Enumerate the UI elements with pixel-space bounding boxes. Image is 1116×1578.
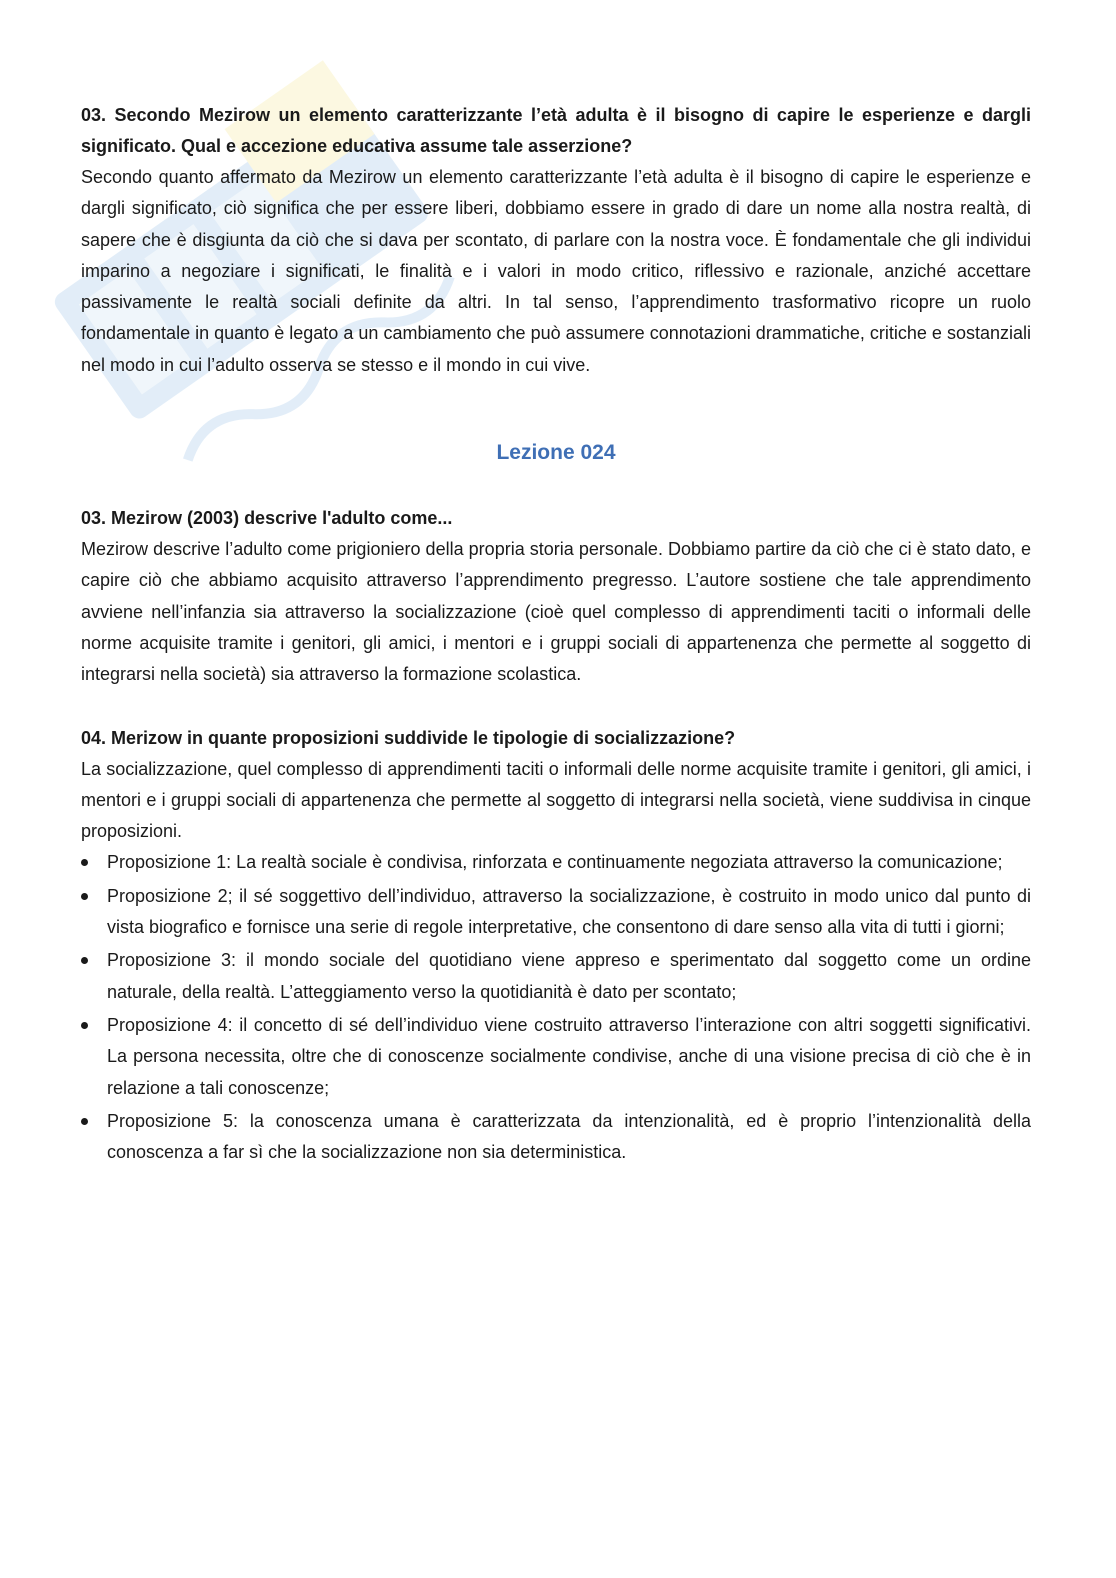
- section-spacer: [81, 691, 1031, 723]
- question-block: [81, 100, 1031, 381]
- bullet-icon: [81, 1022, 88, 1029]
- list-item-text: Proposizione 2; il sé soggettivo dell’individuo, attraverso la socializzazione, è costruito in modo unico dal punto di vista biografico e fornisce una serie di regole interpretative, che consentono di dare senso alla vita di tutti i giorni;: [107, 885, 1031, 938]
- list-item-text: Proposizione 5: la conoscenza umana è caratterizzata da intenzionalità, ed è proprio l’intenzionalità della conoscenza a far sì che la socializzazione non sia deterministica.: [107, 1110, 1031, 1163]
- question-block: [81, 723, 1031, 1169]
- answer-text: Mezirow descrive l’adulto come prigioniero della propria storia personale. Dobbiamo partire da ciò che ci è stato dato, e capire ciò che abbiamo acquisito attraverso l’apprendimento pregresso. L’autore sostiene che tale apprendimento avviene nell’infanzia sia attraverso la socializzazione (cioè quel complesso di apprendimenti taciti o informali delle norme acquisite tramite i genitori, gli amici, i mentori e i gruppi sociali di appartenenza che permette al soggetto di integrarsi nella società) sia attraverso la formazione scolastica.: [81, 539, 1031, 685]
- list-item: [81, 1106, 1031, 1169]
- bullet-icon: [81, 957, 88, 964]
- bullet-icon: [81, 1118, 88, 1125]
- answer-text: La socializzazione, quel complesso di apprendimenti taciti o informali delle norme acquisite tramite i genitori, gli amici, i mentori e i gruppi sociali di appartenenza che permette al soggetto di integrarsi nella società, viene suddivisa in cinque proposizioni.: [81, 758, 1031, 842]
- proposition-list: [81, 847, 1031, 1168]
- question-title: 03. Mezirow (2003) descrive l'adulto come...: [81, 508, 453, 529]
- list-item: [81, 1010, 1031, 1104]
- list-item-text: Proposizione 1: La realtà sociale è condivisa, rinforzata e continuamente negoziata attraverso la comunicazione;: [107, 852, 1003, 873]
- list-item-text: Proposizione 3: il mondo sociale del quotidiano viene appreso e sperimentato dal soggetto come un ordine naturale, della realtà. L’atteggiamento verso la quotidianità è dato per scontato;: [107, 950, 1031, 1002]
- question-block: [81, 503, 1031, 690]
- list-item: [81, 847, 1031, 878]
- answer-text: Secondo quanto affermato da Mezirow un elemento caratterizzante l’età adulta è il bisogno di capire le esperienze e dargli significato, ciò significa che per essere liberi, dobbiamo essere in grado di dare un nome alla nostra realtà, di sapere che è disgiunta da ciò che si dava per scontato, di parlare con la nostra voce. È fondamentale che gli individui imparino a negoziare i significati, le finalità e i valori in modo critico, riflessivo e razionale, anziché accettare passivamente le realtà sociali definite da altri. In tal senso, l’apprendimento trasformativo ricopre un ruolo fondamentale in quanto è legato a un cambiamento che può assumere connotazioni drammatiche, critiche e sostanziali nel modo in cui l’adulto osserva se stesso e il mondo in cui vive.: [81, 167, 1031, 375]
- document-page: [81, 100, 1031, 1170]
- bullet-icon: [81, 859, 88, 866]
- list-item-text: Proposizione 4: il concetto di sé dell’individuo viene costruito attraverso l’interazione con altri soggetti significativi. La persona necessita, oltre che di conoscenze socialmente condivise, anche di una visione precisa di ciò che è in relazione a tali conoscenze;: [107, 1014, 1031, 1098]
- lesson-heading: Lezione 024: [496, 441, 616, 465]
- question-title: 03. Secondo Mezirow un elemento caratterizzante l’età adulta è il bisogno di capire le esperienze e dargli significato. Qual e accezione educativa assume tale asserzione?: [81, 105, 1031, 156]
- bullet-icon: [81, 893, 88, 900]
- list-item: [81, 881, 1031, 944]
- list-item: [81, 945, 1031, 1008]
- question-title: 04. Merizow in quante proposizioni suddivide le tipologie di socializzazione?: [81, 727, 736, 748]
